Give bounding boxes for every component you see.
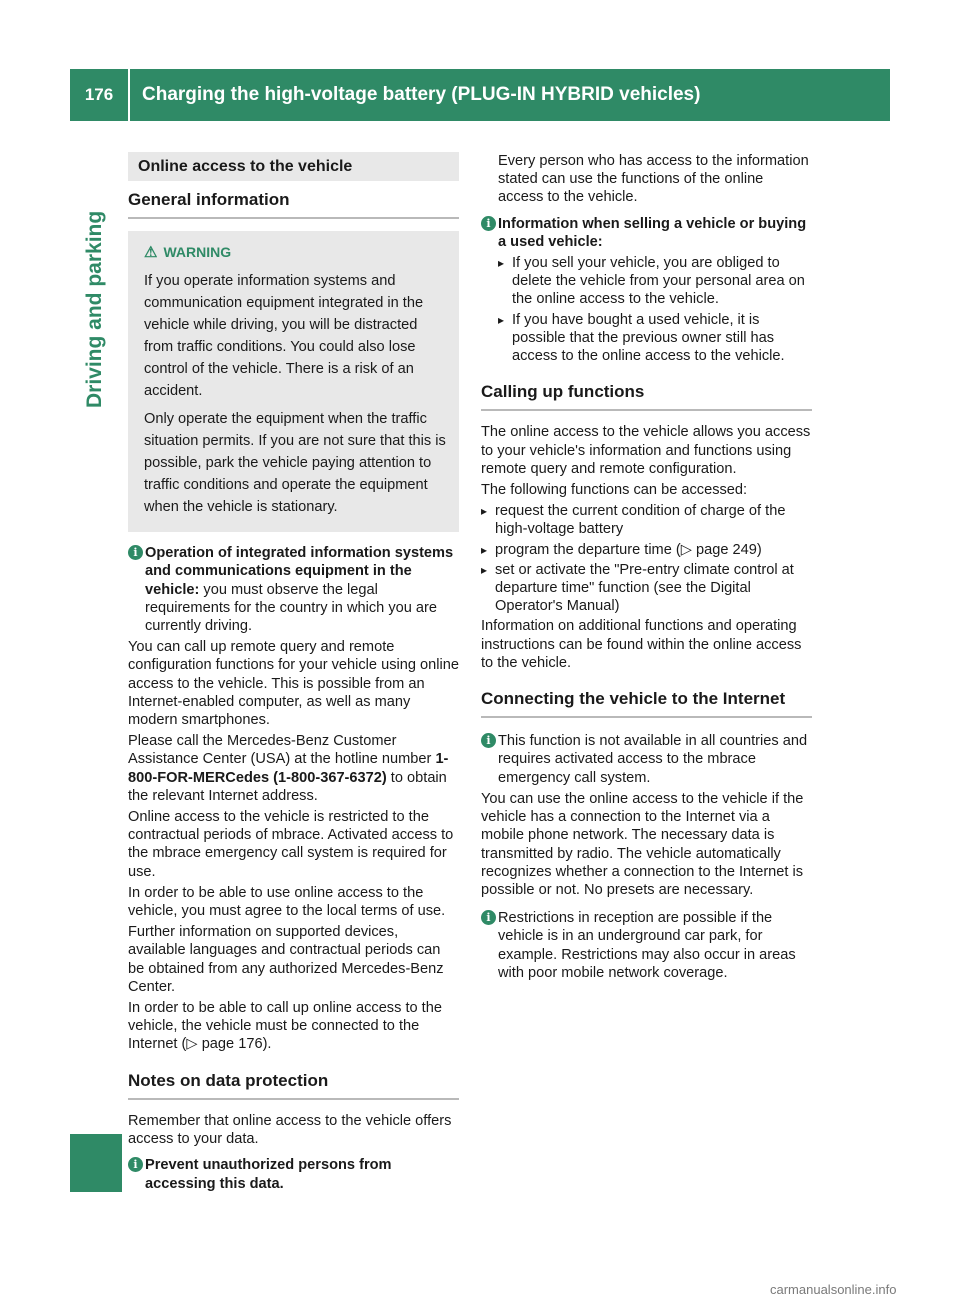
page-ref-arrow-icon: ▷ — [186, 1036, 202, 1053]
paragraph-connected — [128, 999, 459, 1054]
warning-text-1: If you operate information systems and communication equipment integrated in the vehicle while driving, you will be distracted from traffic conditions. You could also lose control of the vehicle. There is a risk of an accident. — [144, 273, 424, 400]
info-text: you must observe the legal requirements for the country in which you are currently driving. — [145, 581, 438, 635]
warning-box — [128, 231, 459, 532]
info-note-operation — [128, 544, 459, 635]
info-note-selling — [481, 215, 812, 366]
paragraph-every-person: Every person who has access to the information stated can use the functions of the online access to the vehicle. — [498, 153, 809, 206]
header-divider — [128, 69, 130, 121]
list-item: ▸ program the departure time (▷ page 249) — [481, 541, 812, 559]
paragraph-further: Further information on supported devices, available languages and contractual periods can be obtained from any authorized Mercedes-Benz Center. — [128, 924, 444, 995]
info-note-availability — [481, 732, 812, 787]
section-title: Online access to the vehicle — [128, 152, 459, 181]
info-note-prevent — [128, 1156, 459, 1192]
paragraph-remember: Remember that online access to the vehicle offers access to your data. — [128, 1112, 452, 1148]
list-item: ▸ request the current condition of charge of the high-voltage battery — [481, 502, 812, 538]
info-bold: Information when selling a vehicle or buying a used vehicle: — [498, 215, 807, 250]
side-tab-label-text: Driving and parking — [83, 210, 106, 408]
paragraph-can-use: You can use the online access to the vehicle if the vehicle has a connection to the Internet via a mobile phone network. The necessary data is transmitted by radio. The vehicle automatically recognizes whether a connection to the Internet is possible or not. No presets are necessary. — [481, 790, 804, 898]
list-item: ▸ If you sell your vehicle, you are obliged to delete the vehicle from your personal area on the online access to the vehicle. — [498, 254, 812, 309]
connecting-internet-heading: Connecting the vehicle to the Internet — [481, 690, 812, 718]
list-item: ▸ set or activate the "Pre-entry climate control at departure time" function (see the Digital Operator's Manual) — [481, 561, 812, 616]
warning-label: WARNING — [163, 244, 232, 261]
watermark: carmanualsonline.info — [770, 1282, 897, 1297]
paragraph-hotline — [128, 732, 459, 805]
info-text: This function is not available in all countries and requires activated access to the mbrace emergency call system. — [498, 733, 808, 786]
warning-text-2: Only operate the equipment when the traffic situation permits. If you are not sure that this is possible, park the vehicle paying attention to traffic conditions and operate the equipment when the vehicle is stationary. — [144, 411, 446, 516]
info-text: Restrictions in reception are possible if the vehicle is in an underground car park, for example. Restrictions may also occur in areas with poor mobile network coverage. — [498, 910, 796, 981]
hotline-text-a: Please call the Mercedes-Benz Customer Assistance Center (USA) at the hotline number — [128, 733, 436, 768]
info-bold: Operation of integrated information systems and communications equipment in the vehicle: — [145, 545, 454, 598]
side-tab-block — [70, 1134, 122, 1192]
paragraph-following: The following functions can be accessed: — [481, 482, 748, 499]
hotline-text-b: to obtain the relevant Internet address. — [128, 769, 447, 804]
left-column — [128, 152, 459, 1196]
info-note-restrictions — [481, 909, 812, 982]
selling-bullet-list — [498, 254, 812, 365]
connected-text-a: In order to be able to call up online access to the vehicle, the vehicle must be connected to the Internet ( — [128, 1000, 442, 1053]
info-icon: i — [128, 1157, 143, 1172]
paragraph-restricted: Online access to the vehicle is restricted to the contractual periods of mbrace. Activated access to the mbrace emergency call system is required for use. — [128, 809, 454, 880]
chapter-title: Charging the high-voltage battery (PLUG-IN HYBRID vehicles) — [142, 84, 701, 105]
info-bold: Prevent unauthorized persons from accessing this data. — [145, 1157, 392, 1192]
general-info-heading: General information — [128, 191, 459, 219]
functions-list — [481, 502, 812, 615]
connected-text-b: ). — [262, 1036, 272, 1053]
paragraph-remote: You can call up remote query and remote configuration functions for your vehicle using online access to the vehicle. This is possible from an Internet-enabled computer, as well as many modern smartphones. — [128, 639, 459, 729]
warning-header — [144, 241, 449, 264]
hotline-number: 1-800-FOR-MERCedes (1-800-367-6372) — [128, 751, 449, 786]
info-icon: i — [481, 733, 496, 748]
info-icon: i — [128, 545, 143, 560]
right-column — [481, 152, 812, 985]
page-reference-link[interactable]: page 176 — [201, 1036, 263, 1053]
page-number: 176 — [84, 85, 114, 104]
paragraph-terms: In order to be able to use online access to the vehicle, you must agree to the local terms of use. — [128, 884, 446, 920]
paragraph-additional: Information on additional functions and operating instructions can be found within the online access to the vehicle. — [481, 618, 802, 671]
paragraph-allows: The online access to the vehicle allows you access to your vehicle's information and functions using remote query and remote configuration. — [481, 424, 811, 477]
info-icon: i — [481, 910, 496, 925]
page-header — [70, 69, 890, 121]
data-protection-heading: Notes on data protection — [128, 1072, 459, 1100]
info-icon: i — [481, 216, 496, 231]
calling-functions-heading: Calling up functions — [481, 383, 812, 411]
warning-triangle-icon: ⚠ — [144, 244, 158, 262]
list-item: ▸ If you have bought a used vehicle, it is possible that the previous owner still has access to the online access to the vehicle. — [498, 311, 812, 366]
